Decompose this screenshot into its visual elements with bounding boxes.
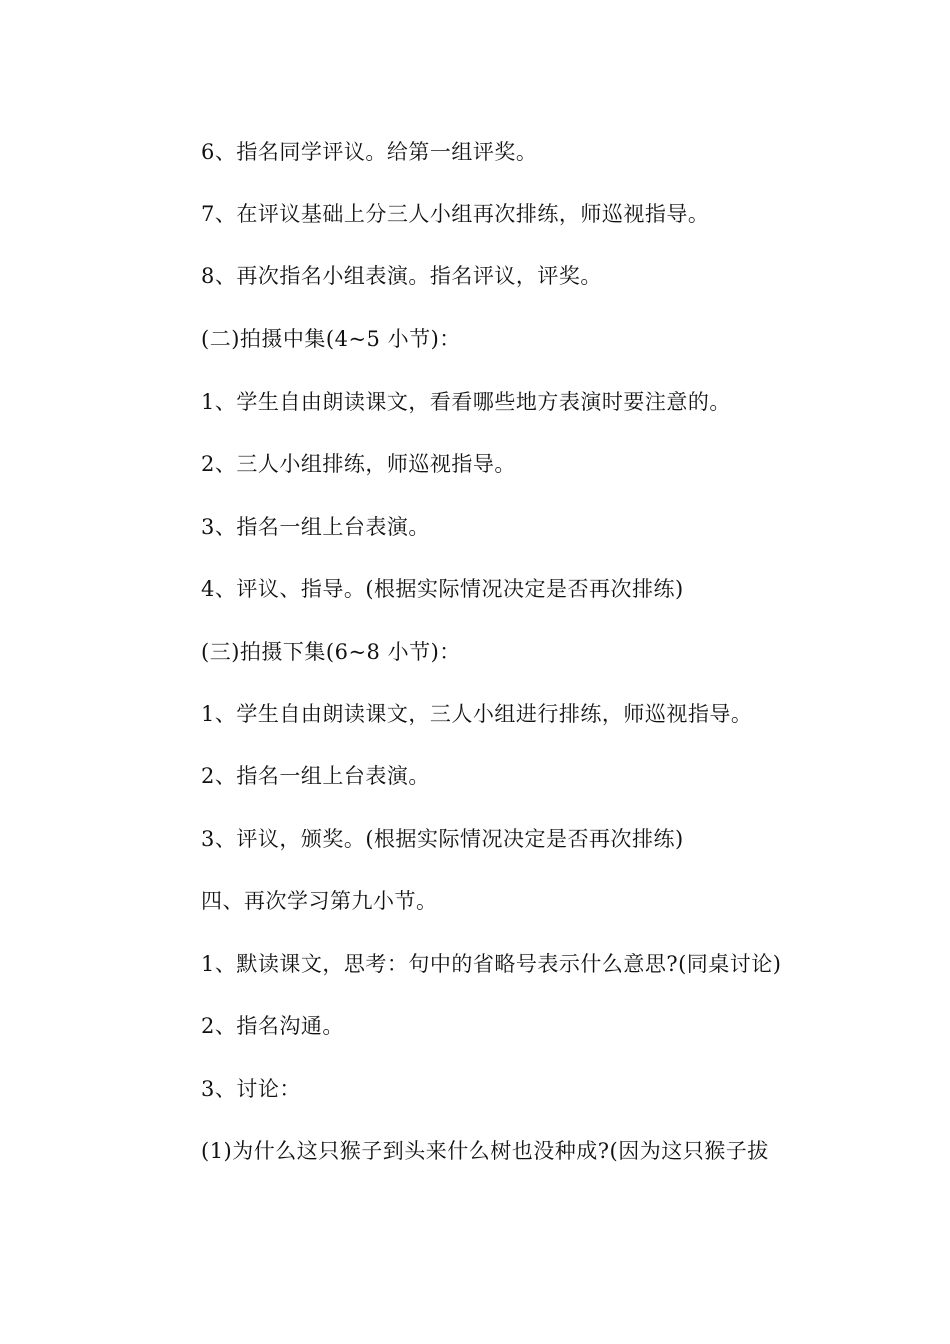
paragraph-line: 2、指名沟通。 <box>201 1014 344 1038</box>
paragraph-line: 1、学生自由朗读课文，看看哪些地方表演时要注意的。 <box>201 390 731 414</box>
paragraph-line: 6、指名同学评议。给第一组评奖。 <box>201 140 538 164</box>
paragraph-line: 2、指名一组上台表演。 <box>201 764 430 788</box>
section-heading: (二)拍摄中集(4~5 小节)： <box>201 327 461 351</box>
paragraph-line: 3、指名一组上台表演。 <box>201 515 430 539</box>
paragraph-line: 3、评议，颁奖。(根据实际情况决定是否再次排练) <box>201 827 684 851</box>
paragraph-line: 3、讨论： <box>201 1077 301 1101</box>
paragraph-line: (1)为什么这只猴子到头来什么树也没种成?(因为这只猴子拔 <box>201 1139 769 1163</box>
paragraph-line: 1、默读课文，思考：句中的省略号表示什么意思?(同桌讨论) <box>201 952 782 976</box>
paragraph-line: 2、三人小组排练，师巡视指导。 <box>201 452 516 476</box>
paragraph-line: 4、评议、指导。(根据实际情况决定是否再次排练) <box>201 577 684 601</box>
section-heading: 四、再次学习第九小节。 <box>201 889 438 913</box>
section-heading: (三)拍摄下集(6~8 小节)： <box>201 640 461 664</box>
paragraph-line: 1、学生自由朗读课文，三人小组进行排练，师巡视指导。 <box>201 702 753 726</box>
paragraph-line: 7、在评议基础上分三人小组再次排练，师巡视指导。 <box>201 202 710 226</box>
paragraph-line: 8、再次指名小组表演。指名评议，评奖。 <box>201 264 602 288</box>
